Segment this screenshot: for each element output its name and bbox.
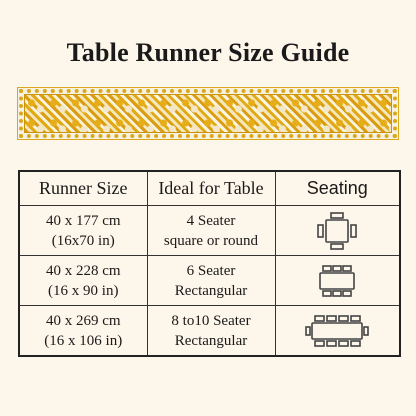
seating-cell	[275, 306, 400, 357]
size-cm: 40 x 228 cm	[45, 262, 121, 279]
ideal-seater: 8 to10 Seater	[171, 312, 251, 329]
ideal-shape: Rectangular	[174, 282, 248, 299]
size-in: (16 x 106 in)	[44, 332, 123, 349]
ideal-seater: 6 Seater	[186, 262, 236, 279]
table-row	[19, 256, 400, 306]
size-cell	[19, 256, 147, 306]
header-runner-size: Runner Size	[19, 171, 147, 206]
size-cm: 40 x 177 cm	[45, 212, 121, 229]
ideal-shape: square or round	[163, 232, 259, 249]
ideal-cell	[147, 306, 275, 357]
table-header-row	[19, 171, 400, 206]
ideal-cell	[147, 256, 275, 306]
ideal-cell	[147, 206, 275, 256]
size-guide-table	[18, 170, 401, 357]
seating-cell	[275, 256, 400, 306]
6-seat-table-icon	[312, 263, 362, 299]
size-cell	[19, 206, 147, 256]
size-in: (16x70 in)	[51, 232, 115, 249]
runner-pattern	[24, 94, 392, 133]
header-seating: Seating	[275, 171, 400, 206]
page-title: Table Runner Size Guide	[66, 38, 350, 67]
table-row	[19, 306, 400, 357]
table-runner-image	[17, 87, 399, 140]
4-seat-table-icon	[315, 211, 359, 251]
ideal-seater: 4 Seater	[186, 212, 236, 229]
8-10-seat-table-icon	[304, 313, 370, 349]
size-cm: 40 x 269 cm	[45, 312, 121, 329]
size-in: (16 x 90 in)	[48, 282, 119, 299]
size-cell	[19, 306, 147, 357]
header-ideal-for-table: Ideal for Table	[147, 171, 275, 206]
table-row	[19, 206, 400, 256]
ideal-shape: Rectangular	[174, 332, 248, 349]
seating-cell	[275, 206, 400, 256]
